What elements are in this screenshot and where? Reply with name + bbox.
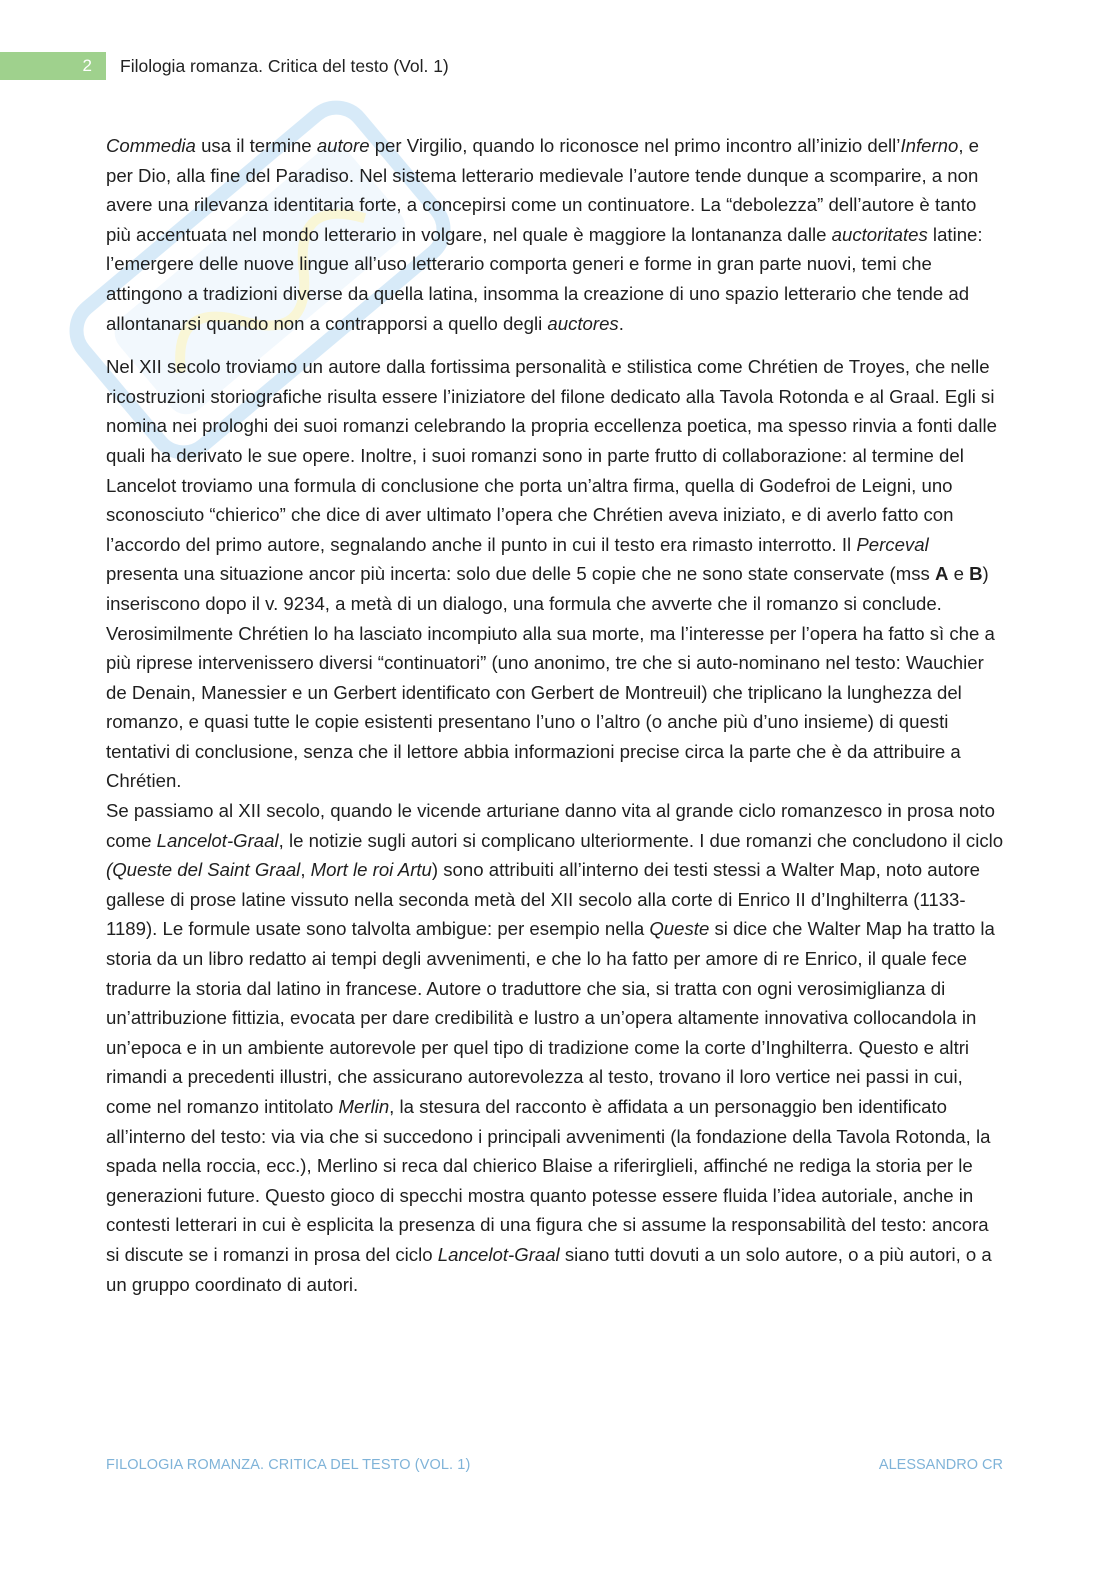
text-run: Queste — [649, 918, 710, 940]
text-run: per Virgilio, quando lo riconosce nel primo incontro all’inizio dell’ — [369, 135, 901, 156]
text-run: presenta una situazione ancor più incerta: solo due delle 5 copie che ne sono state conservate (mss — [106, 563, 935, 585]
text-run: si dice che Walter Map ha tratto la storia da un libro redatto ai tempi degli avvenimenti, e che lo ha fatto per amore di re Enrico, il quale fece tradurre la storia dal latino in francese. Autore o traduttore che sia, si tratta con ogni verosimiglianza di un’attribuzione fittizia, evocata per dare credibilità e lustro a un’opera altamente innovativa collocandola in un’epoca e in un ambiente autorevole per quel tipo di tradizione come la corte d’Inghilterra. Questo e altri rimandi a precedenti illustri, che assicurano autorevolezza al testo, trovano il loro vertice nei passi in cui, come nel romanzo intitolato — [106, 918, 995, 1117]
body-text — [106, 131, 1006, 1299]
text-run: Merlin — [338, 1096, 390, 1117]
text-run: usa il termine — [195, 135, 317, 156]
text-run: Commedia — [106, 135, 196, 156]
text-run: , e per Dio, alla fine del Paradiso. Nel sistema letterario medievale l’autore tende dunque a scomparire, a non avere una rilevanza identitaria forte, a concepirsi come un continuatore. La “debolezza” dell’autore è tanto più accentuata nel mondo letterario in volgare, nel quale è maggiore la lontananza dalle — [106, 135, 980, 245]
paragraph — [106, 131, 1006, 338]
text-run: ) sono attribuiti all’interno dei testi stessi a Walter Map, noto autore gallese di prose latine vissuto nella seconda metà del XII secolo alla corte di Enrico II d’Inghilterra (1133-1189). Le formule usate sono talvolta ambigue: per esempio nella — [106, 859, 980, 940]
page-header — [0, 52, 449, 80]
text-run: ) inseriscono dopo il v. 9234, a metà di un dialogo, una formula che avverte che il romanzo si conclude. Verosimilmente Chrétien lo ha lasciato incompiuto alla sua morte, ma l’interesse per l’opera ha fatto sì che a più riprese intervenissero diversi “continuatori” (uno anonimo, tre che si auto-nominano nel testo: Wauchier de Denain, Manessier e un Gerbert identificato con Gerbert de Montreuil) che triplicano la lunghezza del romanzo, e quasi tutte le copie esistenti presentano l’uno o l’altro (o anche più d’uno insieme) di questi tentativi di conclusione, senza che il lettore abbia informazioni precise circa la parte che è da attribuire a Chrétien. — [106, 563, 995, 792]
text-run: auctoritates — [831, 223, 928, 245]
paragraph — [106, 352, 1006, 796]
text-run: B — [969, 563, 983, 585]
footer-book-title: FILOLOGIA ROMANZA. CRITICA DEL TESTO (VOL. 1) — [106, 1457, 471, 1473]
text-run: autore — [316, 135, 370, 156]
text-run: latine: l’emergere delle nuove lingue all’uso letterario comporta generi e forme in gran parte nuovi, temi che attingono a tradizioni diverse da quella latina, insomma la creazione di uno spazio letterario che tende ad allontanarsi quando non a contrapporsi a quello degli — [106, 223, 983, 334]
text-run: (Queste del Saint Graal — [106, 859, 301, 881]
text-run: Nel XII secolo troviamo un autore dalla fortissima personalità e stilistica come Chrétien de Troyes, che nelle ricostruzioni storiografiche risulta essere l’iniziatore del filone dedicato alla Tavola Rotonda e al Graal. Egli si nomina nei prologhi dei suoi romanzi celebrando la propria eccellenza poetica, ma spesso rinvia a fonti dalle quali ha derivato le sue opere. Inoltre, i suoi romanzi sono in parte frutto di collaborazione: al termine del Lancelot troviamo una formula di conclusione che porta un’altra firma, quella di Godefroi de Leigni, uno sconosciuto “chierico” che dice di aver ultimato l’opera che Chrétien aveva iniziato, e di averlo fatto con l’accordo del primo autore, segnalando anche il punto in cui il testo era rimasto interrotto. Il — [106, 356, 997, 555]
text-run: e — [948, 563, 970, 585]
page-number: 2 — [0, 52, 106, 80]
text-run: Inferno — [900, 135, 959, 156]
running-title: Filologia romanza. Critica del testo (Vol. 1) — [120, 55, 449, 76]
text-run: Mort le roi Artu — [310, 859, 432, 881]
text-run: , le notizie sugli autori si complicano ulteriormente. I due romanzi che concludono il ciclo — [278, 829, 1004, 851]
text-run: auctores — [547, 312, 619, 334]
text-run: . — [618, 312, 624, 334]
text-run: Se passiamo al XII secolo, quando le vicende arturiane danno vita al grande ciclo romanzesco in prosa noto come — [106, 800, 995, 851]
paragraph — [106, 796, 1006, 1299]
text-run: siano tutti dovuti a un solo autore, o a più autori, o a un gruppo coordinato di autori. — [106, 1243, 992, 1295]
text-run: , la stesura del racconto è affidata a un personaggio ben identificato all’interno del testo: via via che si succedono i principali avvenimenti (la fondazione della Tavola Rotonda, la spada nella roccia, ecc.), Merlino si reca dal chierico Blaise a riferirglieli, affinché ne rediga la storia per le generazioni future. Questo gioco di specchi mostra quanto potesse essere fluida l’idea autoriale, anche in contesti letterari in cui è esplicita la presenza di una figura che si assume la responsabilità del testo: ancora si discute se i romanzi in prosa del ciclo — [106, 1096, 991, 1265]
text-run: A — [934, 563, 949, 585]
text-run: Lancelot-Graal — [156, 829, 279, 851]
text-run: , — [300, 859, 311, 881]
text-run: Lancelot-Graal — [437, 1243, 560, 1265]
text-run: Perceval — [856, 533, 929, 555]
footer-author: ALESSANDRO CR — [878, 1457, 1003, 1473]
